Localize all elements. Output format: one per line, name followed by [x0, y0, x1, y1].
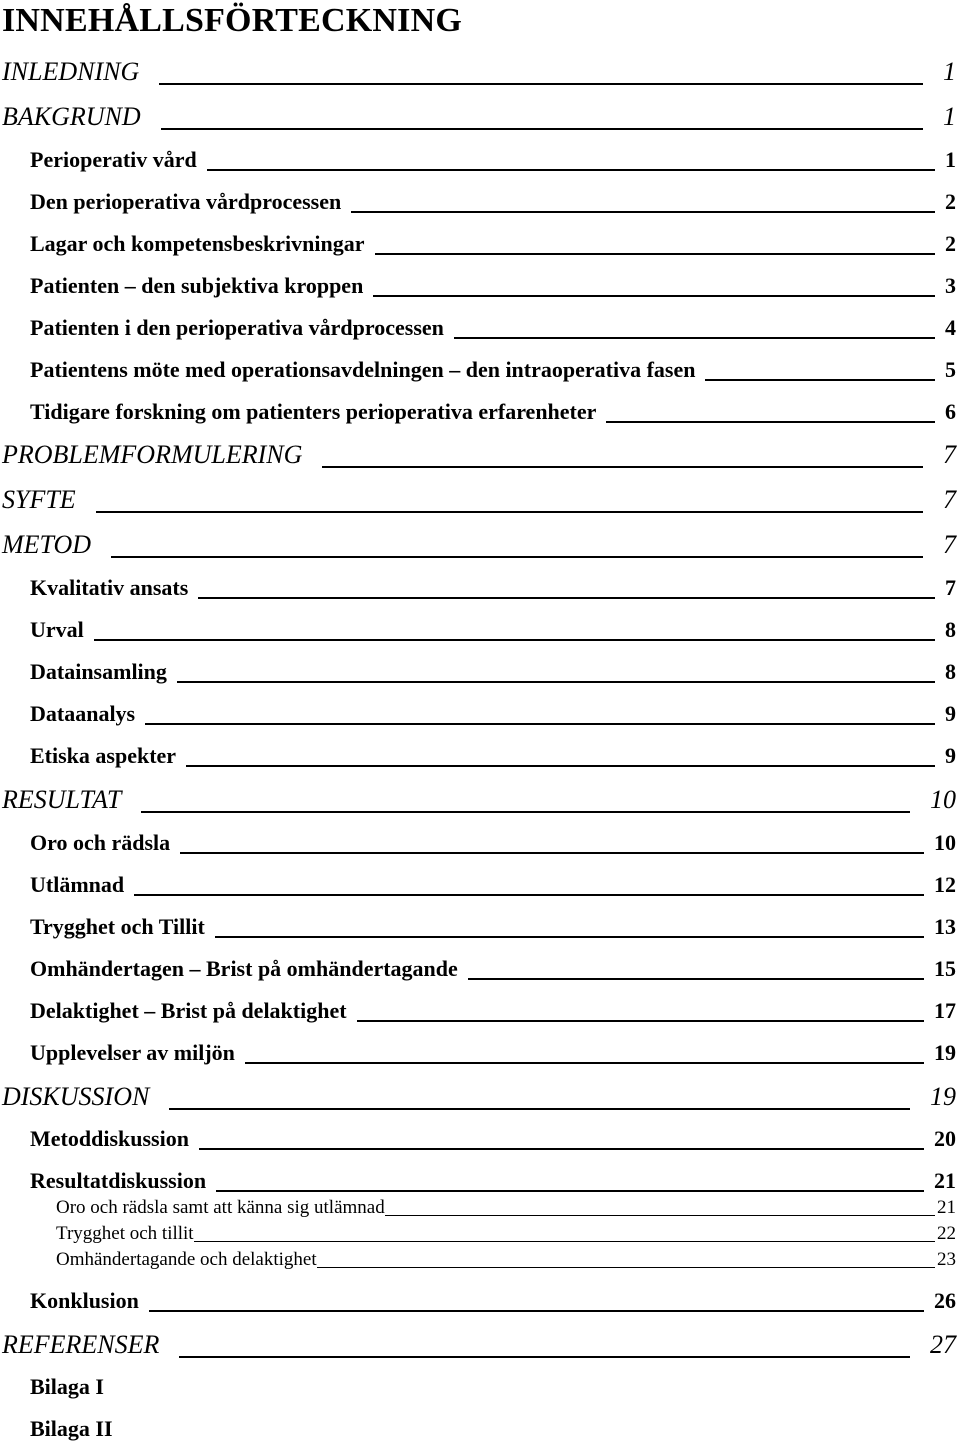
toc-entry-page-number: 7: [943, 530, 956, 559]
toc-entry-page-number: 6: [945, 399, 956, 424]
toc-leader-line: [180, 852, 924, 854]
toc-entry-label: REFERENSER: [2, 1330, 160, 1359]
toc-entry-page-number: 13: [934, 914, 956, 939]
toc-entry-label: Utlämnad: [30, 872, 125, 897]
toc-entry[interactable]: [30, 699, 956, 729]
toc-entry-page-number: 1: [943, 57, 956, 86]
toc-leader-line: [159, 83, 923, 85]
toc-entry-page-number: 15: [934, 956, 956, 981]
toc-entry-label: Den perioperativa vårdprocessen: [30, 189, 342, 214]
toc-entry-page-number: 20: [934, 1126, 956, 1151]
toc-leader-line: [169, 1108, 910, 1110]
toc-entry-label: SYFTE: [2, 485, 76, 514]
appendix-entry[interactable]: Bilaga II: [30, 1416, 113, 1441]
toc-leader-line: [373, 295, 935, 297]
toc-entry-page-number: 10: [934, 830, 956, 855]
toc-entry[interactable]: [30, 187, 956, 217]
toc-leader-line: [149, 1310, 924, 1312]
appendix-entry[interactable]: Bilaga I: [30, 1374, 104, 1399]
toc-leader-line: [317, 1267, 935, 1268]
toc-entry[interactable]: [56, 1248, 956, 1272]
toc-entry-page-number: 9: [945, 701, 956, 726]
toc-entry[interactable]: [2, 528, 956, 562]
toc-entry-page-number: 10: [930, 785, 956, 814]
toc-leader-line: [216, 1190, 924, 1192]
toc-leader-line: [111, 556, 923, 558]
toc-entry[interactable]: [30, 1286, 956, 1316]
toc-entry-page-number: 7: [943, 485, 956, 514]
toc-entry-page-number: 19: [934, 1040, 956, 1065]
toc-entry-label: METOD: [2, 530, 92, 559]
toc-leader-line: [468, 978, 924, 980]
toc-entry-label: Metoddiskussion: [30, 1126, 189, 1151]
toc-entry[interactable]: [30, 870, 956, 900]
toc-entry[interactable]: [56, 1196, 956, 1220]
toc-entry-label: Delaktighet – Brist på delaktighet: [30, 998, 347, 1023]
toc-entry-page-number: 12: [934, 872, 956, 897]
toc-entry[interactable]: [56, 1222, 956, 1246]
toc-leader-line: [351, 211, 935, 213]
toc-entry-label: Urval: [30, 617, 84, 642]
toc-entry-label: Trygghet och tillit: [56, 1223, 194, 1244]
toc-leader-line: [177, 681, 935, 683]
toc-entry-label: Perioperativ vård: [30, 147, 197, 172]
toc-entry-label: Kvalitativ ansats: [30, 575, 189, 600]
toc-entry-page-number: 17: [934, 998, 956, 1023]
toc-entry-page-number: 2: [945, 231, 956, 256]
toc-leader-line: [454, 337, 935, 339]
page-title: INNEHÅLLSFÖRTECKNING: [2, 2, 462, 39]
toc-entry-page-number: 27: [930, 1330, 956, 1359]
toc-leader-line: [375, 253, 935, 255]
toc-entry-label: Patienten i den perioperativa vårdprocessen: [30, 315, 444, 340]
toc-entry[interactable]: [30, 657, 956, 687]
toc-leader-line: [357, 1020, 924, 1022]
toc-leader-line: [179, 1356, 910, 1358]
toc-leader-line: [141, 811, 910, 813]
toc-entry-label: Lagar och kompetensbeskrivningar: [30, 231, 365, 256]
toc-entry-label: RESULTAT: [2, 785, 122, 814]
toc-entry-page-number: 21: [937, 1197, 956, 1218]
toc-entry-page-number: 19: [930, 1082, 956, 1111]
toc-entry[interactable]: [2, 1328, 956, 1362]
toc-entry-label: Resultatdiskussion: [30, 1168, 207, 1193]
toc-entry-label: BAKGRUND: [2, 102, 141, 131]
toc-entry-page-number: 23: [937, 1249, 956, 1270]
toc-entry[interactable]: [2, 100, 956, 134]
toc-leader-line: [145, 723, 935, 725]
toc-entry[interactable]: [30, 355, 956, 385]
toc-entry[interactable]: [30, 912, 956, 942]
toc-entry[interactable]: [30, 954, 956, 984]
toc-leader-line: [186, 765, 935, 767]
toc-entry-page-number: 5: [945, 357, 956, 382]
toc-entry-label: Datainsamling: [30, 659, 167, 684]
toc-entry-label: Patienten – den subjektiva kroppen: [30, 273, 364, 298]
toc-entry-label: Oro och rädsla: [30, 830, 171, 855]
toc-entry[interactable]: [30, 828, 956, 858]
toc-leader-line: [198, 597, 935, 599]
toc-entry[interactable]: [30, 1038, 956, 1068]
toc-entry-label: Upplevelser av miljön: [30, 1040, 235, 1065]
toc-entry-page-number: 8: [945, 659, 956, 684]
toc-entry-page-number: 9: [945, 743, 956, 768]
toc-entry-label: Omhändertagande och delaktighet: [56, 1249, 317, 1270]
toc-entry[interactable]: [30, 145, 956, 175]
toc-entry-page-number: 3: [945, 273, 956, 298]
toc-leader-line: [161, 128, 923, 130]
toc-entry-page-number: 1: [943, 102, 956, 131]
toc-entry-label: Trygghet och Tillit: [30, 914, 205, 939]
toc-entry[interactable]: [30, 313, 956, 343]
toc-entry-label: INLEDNING: [2, 57, 140, 86]
toc-entry[interactable]: [30, 741, 956, 771]
toc-leader-line: [322, 466, 923, 468]
toc-entry[interactable]: [2, 483, 956, 517]
toc-leader-line: [96, 511, 923, 513]
toc-entry-page-number: 8: [945, 617, 956, 642]
toc-entry-label: Etiska aspekter: [30, 743, 177, 768]
toc-entry-label: Tidigare forskning om patienters perioperativa erfarenheter: [30, 399, 597, 424]
toc-entry-label: Oro och rädsla samt att känna sig utlämnad: [56, 1197, 385, 1218]
toc-leader-line: [94, 639, 935, 641]
toc-leader-line: [705, 379, 935, 381]
toc-entry-page-number: 7: [945, 575, 956, 600]
toc-entry[interactable]: [2, 438, 956, 472]
toc-leader-line: [207, 169, 935, 171]
toc-entry-page-number: 4: [945, 315, 956, 340]
toc-leader-line: [385, 1215, 935, 1216]
toc-entry-label: Omhändertagen – Brist på omhändertagande: [30, 956, 458, 981]
toc-entry[interactable]: [30, 615, 956, 645]
toc-entry[interactable]: [30, 573, 956, 603]
toc-entry-label: Patientens möte med operationsavdelningen – den intraoperativa fasen: [30, 357, 696, 382]
toc-entry-label: PROBLEMFORMULERING: [2, 440, 303, 469]
toc-entry-label: DISKUSSION: [2, 1082, 150, 1111]
toc-leader-line: [199, 1148, 924, 1150]
toc-entry-label: Dataanalys: [30, 701, 136, 726]
toc-entry-page-number: 1: [945, 147, 956, 172]
toc-entry-page-number: 21: [934, 1168, 956, 1193]
toc-entry[interactable]: [30, 397, 956, 427]
toc-entry[interactable]: [30, 271, 956, 301]
toc-leader-line: [194, 1241, 935, 1242]
toc-entry-page-number: 22: [937, 1223, 956, 1244]
toc-entry-page-number: 7: [943, 440, 956, 469]
toc-leader-line: [215, 936, 924, 938]
toc-entry-page-number: 26: [934, 1288, 956, 1313]
toc-entry[interactable]: [30, 996, 956, 1026]
toc-entry[interactable]: [30, 1124, 956, 1154]
toc-entry-page-number: 2: [945, 189, 956, 214]
toc-leader-line: [606, 421, 935, 423]
toc-entry-label: Konklusion: [30, 1288, 139, 1313]
toc-leader-line: [245, 1062, 924, 1064]
toc-entry[interactable]: [2, 55, 956, 89]
toc-entry[interactable]: [2, 1080, 956, 1114]
toc-leader-line: [134, 894, 924, 896]
toc-entry[interactable]: [2, 783, 956, 817]
toc-entry[interactable]: [30, 229, 956, 259]
toc-entry[interactable]: [30, 1166, 956, 1196]
